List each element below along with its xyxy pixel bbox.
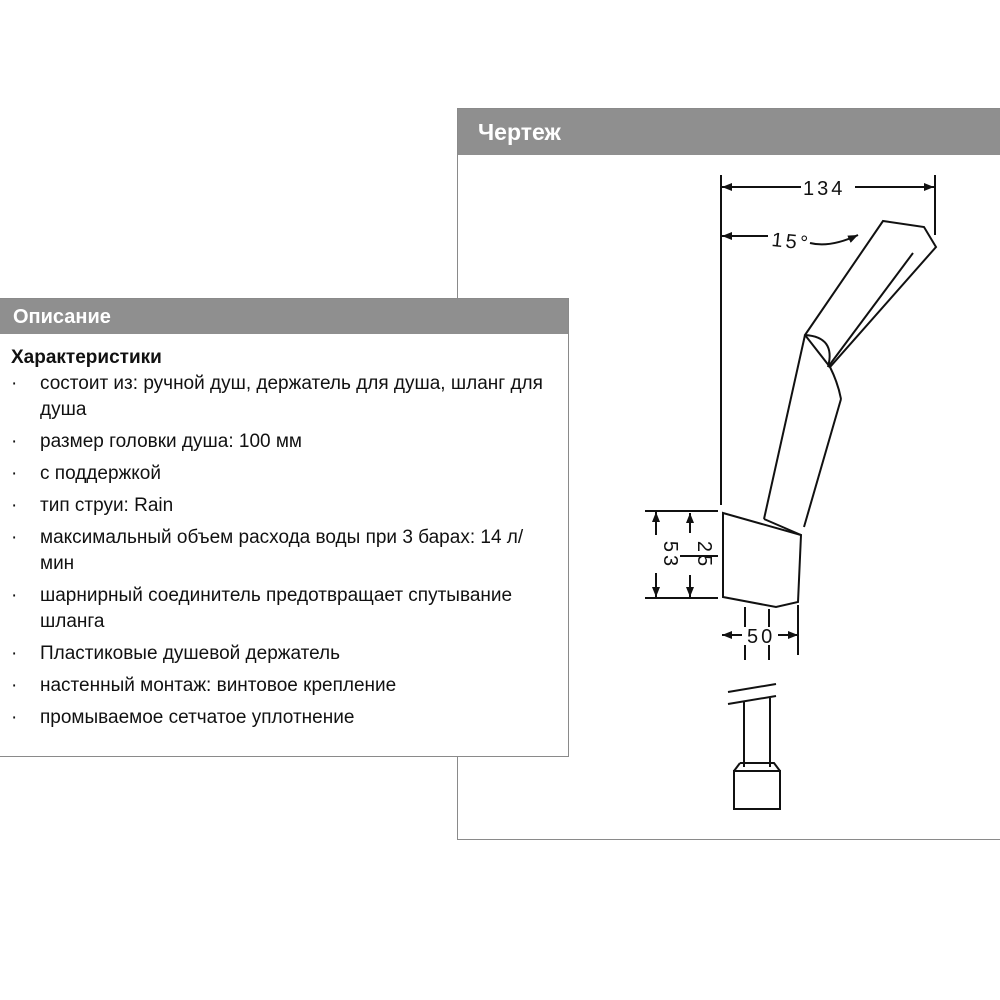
wall-holder bbox=[723, 513, 801, 607]
bullet: · bbox=[11, 463, 18, 484]
list-item: · размер головки душа: 100 мм bbox=[0, 429, 568, 455]
dimension-inner-height: 25 bbox=[693, 540, 715, 570]
bullet: · bbox=[11, 675, 18, 696]
break-line-2 bbox=[728, 696, 776, 704]
bullet: · bbox=[11, 707, 18, 728]
shower-head bbox=[805, 221, 936, 367]
features-list bbox=[0, 371, 568, 731]
dimension-holder-height: 53 bbox=[659, 540, 681, 570]
dimension-holder-depth: 50 bbox=[747, 626, 776, 648]
bullet: · bbox=[11, 373, 18, 394]
handle-left-edge bbox=[764, 335, 805, 519]
handle-right-edge bbox=[804, 399, 841, 527]
list-item: · промываемое сетчатое уплотнение bbox=[0, 705, 568, 731]
break-line-1 bbox=[728, 684, 776, 692]
list-item: · максимальный объем расхода воды при 3 барах: 14 л/мин bbox=[11, 527, 524, 574]
dimension-angle: 15° bbox=[770, 229, 812, 256]
drawing-panel-title: Чертеж bbox=[458, 109, 1000, 155]
section-title: Характеристики bbox=[11, 347, 162, 368]
hose-nut bbox=[734, 771, 780, 809]
list-item: · с поддержкой bbox=[0, 461, 568, 487]
bullet: · bbox=[11, 527, 18, 548]
list-item: · шарнирный соединитель предотвращает спутывание шланга bbox=[11, 585, 513, 632]
description-panel bbox=[0, 298, 569, 757]
list-item: · тип струи: Rain bbox=[0, 493, 568, 519]
dimension-width: 134 bbox=[803, 178, 846, 200]
bullet: · bbox=[11, 431, 18, 452]
list-item: · Пластиковые душевой держатель bbox=[0, 641, 568, 667]
bullet: · bbox=[11, 495, 18, 516]
description-panel-title: Описание bbox=[0, 299, 568, 334]
list-item: · настенный монтаж: винтовое крепление bbox=[0, 673, 568, 699]
shower-outline bbox=[645, 175, 936, 809]
list-item: · состоит из: ручной душ, держатель для душа, шланг для душа bbox=[11, 373, 543, 420]
bullet: · bbox=[11, 585, 18, 606]
bullet: · bbox=[11, 643, 18, 664]
